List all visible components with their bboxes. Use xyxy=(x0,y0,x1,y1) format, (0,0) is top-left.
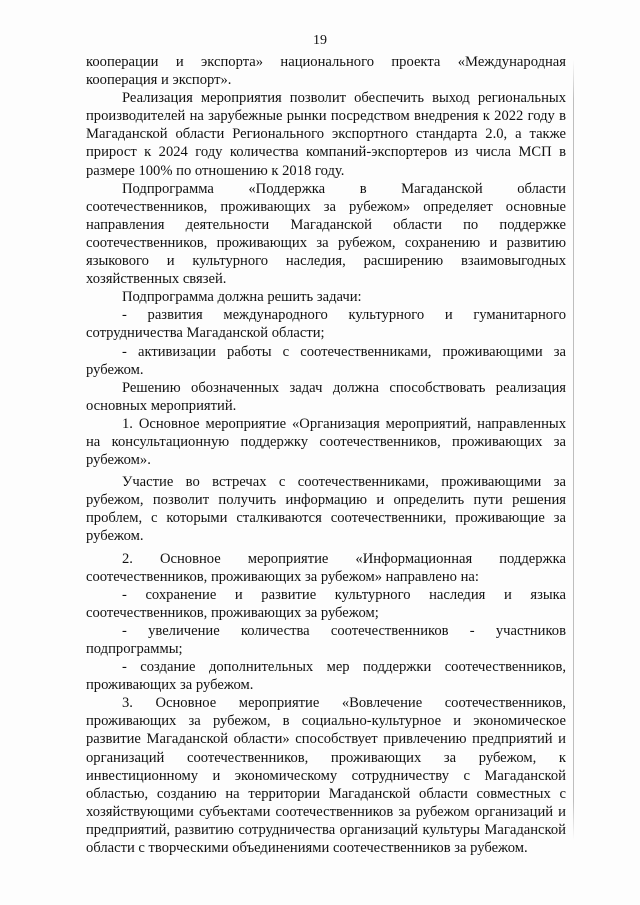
body-paragraph: 3. Основное мероприятие «Вовлечение соотечественников, проживающих за рубежом, в социально-культурное и экономическое развитие Магаданской области» способствует привлечению предприятий и организаций соотечественников, проживающих за рубежом, к инвестиционному и экономическому сотрудничеству с Магаданской областью, созданию на территории Магаданской области совместных с хозяйствующими субъектами соотечественников за рубежом организаций и предприятий, развитию сотрудничества организаций культуры Магаданской области с творческими объединениями соотечественников за рубежом. xyxy=(86,695,566,857)
body-paragraph: Участие во встречах с соотечественниками, проживающими за рубежом, позволит получить информацию и определить пути решения проблем, с которыми сталкиваются соотечественники, проживающие за рубежом. xyxy=(86,474,566,545)
body-paragraph: - активизации работы с соотечественниками, проживающими за рубежом. xyxy=(86,343,566,378)
body-paragraph: - развития международного культурного и гуманитарного сотрудничества Магаданской области; xyxy=(86,307,566,342)
body-paragraph: - увеличение количества соотечественников - участников подпрограммы; xyxy=(86,622,566,657)
body-paragraph: - сохранение и развитие культурного наследия и языка соотечественников, проживающих за рубежом; xyxy=(86,586,566,621)
body-paragraph: Подпрограмма должна решить задачи: xyxy=(122,289,362,306)
body-paragraph: Подпрограмма «Поддержка в Магаданской области соотечественников, проживающих за рубежом» определяет основные направления деятельности Магаданской области по поддержке соотечественников, проживающих за рубежом, сохранению и развитию языкового и культурного наследия, расширению взаимовыгодных хозяйственных связей. xyxy=(86,180,566,288)
body-paragraph: 2. Основное мероприятие «Информационная поддержка соотечественников, проживающих за рубежом» направлено на: xyxy=(86,550,566,585)
page-number: 19 xyxy=(313,33,327,48)
body-paragraph: Решению обозначенных задач должна способствовать реализация основных мероприятий. xyxy=(86,379,566,414)
document-body xyxy=(86,53,566,857)
body-paragraph: Реализация мероприятия позволит обеспечить выход региональных производителей на зарубежные рынки посредством внедрения к 2022 году в Магаданской области Регионального экспортного стандарта 2.0, а также прирост к 2024 году количества компаний-экспортеров из числа МСП в размере 100% по отношению к 2018 году. xyxy=(86,90,566,179)
body-paragraph: - создание дополнительных мер поддержки соотечественников, проживающих за рубежом. xyxy=(86,659,566,694)
scan-margin-line xyxy=(573,60,574,840)
body-paragraph: 1. Основное мероприятие «Организация мероприятий, направленных на консультационную поддержку соотечественников, проживающих за рубежом». xyxy=(86,415,566,469)
body-paragraph: кооперации и экспорта» национального проекта «Международная кооперация и экспорт». xyxy=(86,54,566,89)
